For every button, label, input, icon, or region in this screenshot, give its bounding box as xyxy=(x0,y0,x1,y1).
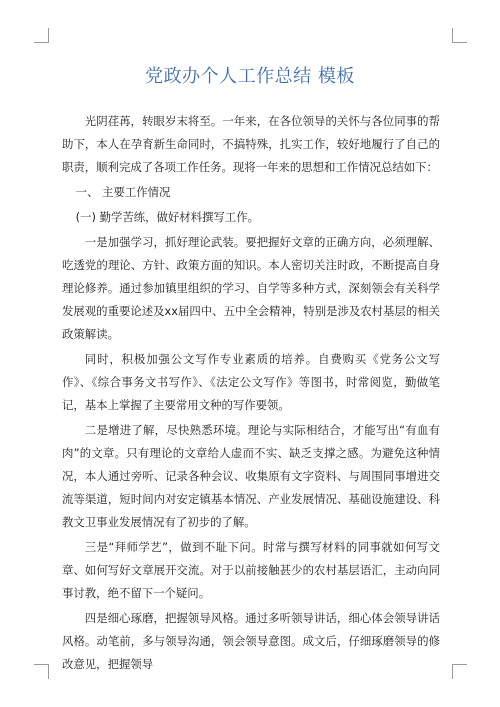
body-paragraph-1: 一是加强学习，抓好理论武装。要把握好文章的正确方向，必须理解、吃透党的理论、方针、政策方面的知识。本人密切关注时政，不断提高自身理论修养。通过参加镇里组织的学习、自学等多种方式，深刻领会有关科学发展观的重要论述及xx届四中、五中全会精神，特别是涉及农村基层的相关政策解读。 xyxy=(62,235,440,341)
crop-mark-bottom-left xyxy=(34,664,49,679)
crop-mark-top-left xyxy=(34,28,49,43)
document-body xyxy=(62,110,440,676)
intro-paragraph: 光阴荏苒，转眼岁末将至。一年来，在各位领导的关怀与各位同事的帮助下，本人在孕育新生命同时，不搞特殊，扎实工作，较好地履行了自己的职责，顺利完成了各项工作任务。现将一年来的思想和工作情况总结如下： xyxy=(62,114,440,174)
body-paragraph-4: 三是“拜师学艺”，做到不耻下问。时常与撰写材料的同事就如何写文章、如何写好文章展开交流。对于以前接触甚少的农村基层语汇，主动向同事讨教，绝不留下一个疑问。 xyxy=(62,540,440,600)
body-paragraph-5: 四是细心琢磨，把握领导风格。通过多听领导讲话，细心体会领导讲话风格。动笔前，多与领导沟通，领会领导意图。成文后，仔细琢磨领导的修改意见，把握领导 xyxy=(62,611,440,671)
section-heading: 一、 主要工作情况 xyxy=(75,185,171,199)
document-title: 党政办个人工作总结 模板 xyxy=(145,66,355,87)
crop-mark-bottom-right xyxy=(452,664,467,679)
body-paragraph-3: 二是增进了解，尽快熟悉环境。理论与实际相结合，才能写出“有血有肉”的文章。只有理论的文章给人虚而不实、缺乏支撑之感。为避免这种情况，本人通过旁听、记录各种会议、收集原有文字资料、与周围同事增进交流等渠道，短时间内对安定镇基本情况、产业发展情况、基础设施建设、科教文卫事业发展情况有了初步的了解。 xyxy=(62,423,440,529)
subsection-heading: (一) 勤学苦练，做好材料撰写工作。 xyxy=(75,210,260,224)
body-paragraph-2: 同时，积极加强公文写作专业素质的培养。自费购买《党务公文写作》、《综合事务文书写作》、《法定公文写作》等图书，时常阅览，勤做笔记，基本上掌握了主要常用文种的写作要领。 xyxy=(62,352,440,412)
crop-mark-top-right xyxy=(452,28,467,43)
